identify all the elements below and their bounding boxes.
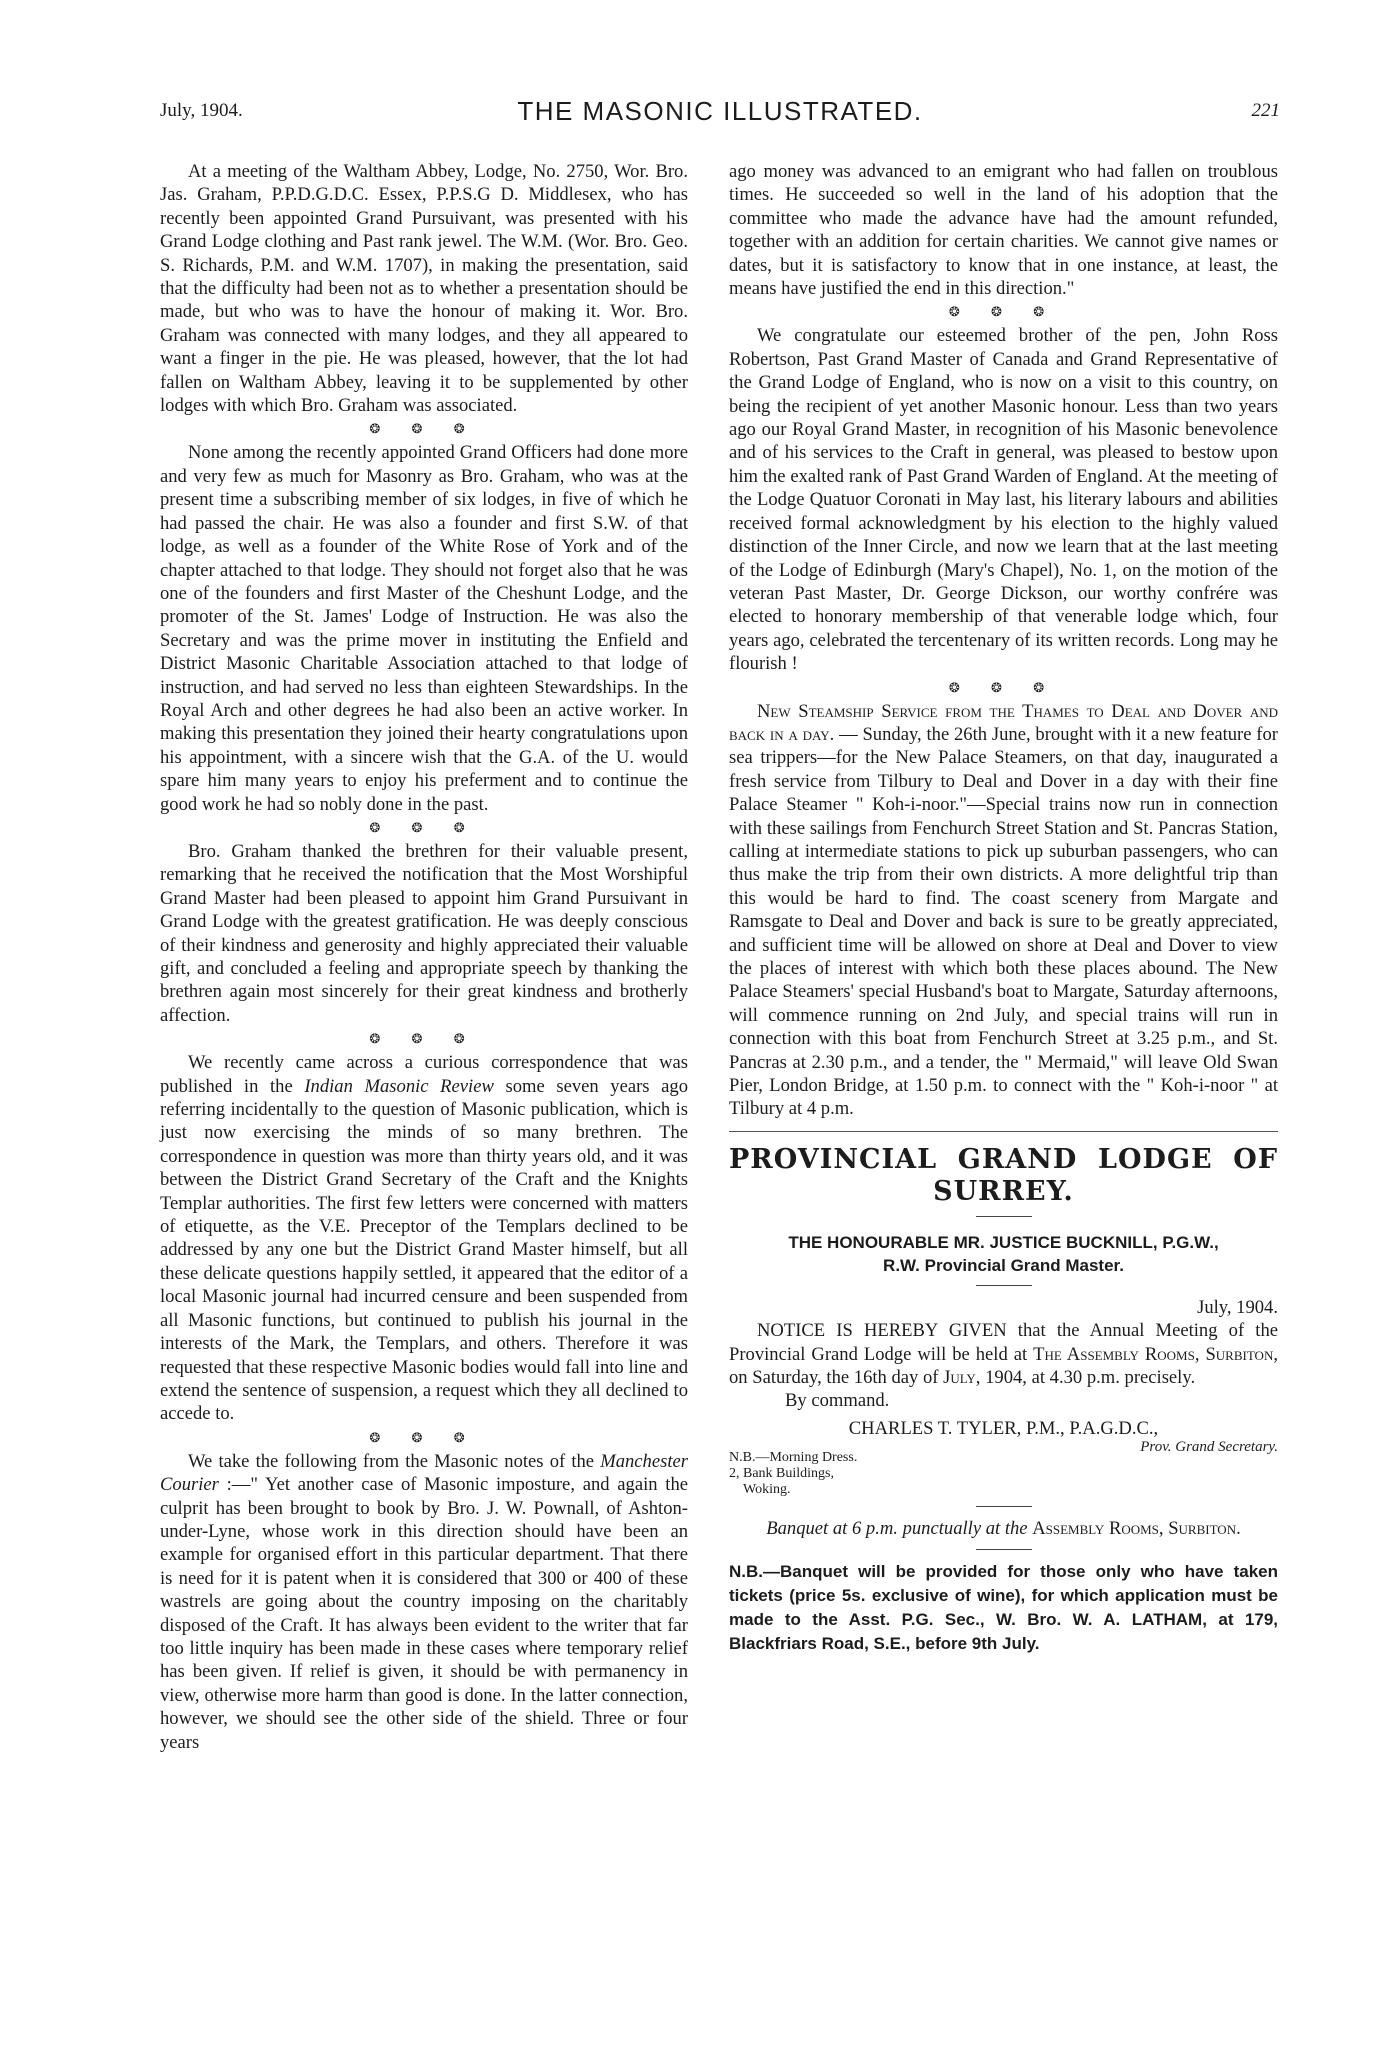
section-rule	[729, 1131, 1278, 1132]
publication-name: Manchester Courier	[160, 1450, 688, 1496]
right-column	[729, 160, 1278, 1656]
by-command: By command.	[785, 1390, 890, 1412]
text-run: :—" Yet another case of Masonic imposture, and again the culprit has been brought to book by Bro. J. W. Pownall, of Ashton-under-Lyne, whose work in this direction should have been an example for organised effort in this particular department. That there is need for it is patent when it is considered that 300 or 400 of these wastrels are going about the country imposing on the charitably disposed of the Craft. It has always been evident to the writer that far too little inquiry has been made in these cases where temporary relief has been given. If relief is given, it should be with permanency in view, otherwise more harm than good is done. In the latter connection, however, we should see the other side of the shield. Three or four years	[160, 1474, 688, 1753]
text-run: , 1904, at 4.30 p.m. precisely.	[975, 1367, 1196, 1389]
ornament-divider: ❂ ❂ ❂	[369, 1429, 479, 1445]
grand-master-title: R.W. Provincial Grand Master.	[883, 1255, 1124, 1275]
signatory-role: Prov. Grand Secretary.	[1140, 1439, 1278, 1456]
banquet-time: Banquet at 6 p.m. punctually at the	[766, 1518, 1033, 1540]
left-column	[160, 160, 688, 1754]
text-run: some seven years ago referring incidentally to the question of Masonic publication, which is just now exercising the minds of so many brethren. The correspondence in question was more than thirty years old, and it was between the District Grand Secretary of the Craft and the Knights Templar authorities. The first few letters were concerned with matters of etiquette, as the V.E. Preceptor of the Templars declined to be addressed by any one but the District Grand Master himself, but all these delicate questions happily settled, it appeared that the editor of a local Masonic journal had incurred censure and been suspended from all Masonic functions, but continued to publish his journal in the interests of the Mark, the Templars, and others. Therefore it was requested that these respective Masonic bodies would fall into line and extend the sentence of suspension, a request which they all declined to accede to.	[160, 1075, 688, 1425]
text-run: We take the following from the Masonic notes of the	[188, 1450, 601, 1472]
text-run: We recently came across a curious correspondence that was published in the	[160, 1052, 688, 1097]
issue-date: July, 1904.	[160, 100, 243, 121]
short-rule	[976, 1549, 1032, 1550]
text-run: — Sunday, the 26th June, brought with it a new feature for sea trippers—for the New Palace Steamers, on that day, inaugurated a fresh service from Tilbury to Deal and Dover in a day with their fine Palace Steamer " Koh-i-noor."—Special trains now run in connection with these sailings from Fenchurch Street Station and St. Pancras Station, calling at intermediate stations to pick up suburban passengers, who can thus make the trip from their own districts. A more delightful trip than this would be hard to find. The coast scenery from Margate and Ramsgate to Deal and Dover and back is sure to be greatly appreciated, and sufficient time will be allowed on shore at Deal and Dover to view the places of interest with which both these places abound. The New Palace Steamers' special Husband's boat to Margate, Saturday afternoons, will commence running on 2nd July, and special trains will run in connection with this boat from Fenchurch Street at 3.25 p.m., and St. Pancras at 2.30 p.m., and a tender, the " Mermaid," will leave Old Swan Pier, London Bridge, at 1.50 p.m. to connect with the " Koh-i-noor " at Tilbury at 4 p.m.	[729, 723, 1278, 1120]
venue: The Assembly Rooms, Surbiton	[1033, 1343, 1274, 1365]
page-number: 221	[1251, 100, 1280, 121]
pgl-subheading	[729, 1231, 1278, 1277]
paragraph-grand-officers: None among the recently appointed Grand Officers had done more and very few as much for Masonry as Bro. Graham, who was at the present time a subscribing member of six lodges, in five of which he had passed the chair. He was also a founder and first S.W. of that lodge, as well as a founder of the White Rose of York and of the chapter attached to that lodge. They should not forget also that he was one of the founders and first Master of the Cheshunt Lodge, and the promoter of the St. James' Lodge of Instruction. He was also the Secretary and was the prime mover in instituting the Enfield and District Masonic Charitable Association attached to that lodge of instruction, and had served no less than eighteen Stewardships. In the Royal Arch and other degrees he had also been an active worker. In making this presentation they joined their hearty congratulations upon his appointment, with a sincere wish that the G.A. of the U. would spare him many years to enjoy his preferment and to continue the good work he had so nobly done in the past.	[160, 442, 688, 815]
page-header	[160, 96, 1280, 136]
short-rule	[976, 1506, 1032, 1507]
address-line: Woking.	[743, 1482, 791, 1498]
grand-master-name: THE HONOURABLE MR. JUSTICE BUCKNILL, P.G.W.,	[788, 1232, 1219, 1252]
ornament-divider: ❂ ❂ ❂	[948, 679, 1059, 695]
text-run: , on Saturday, the 16th day of	[729, 1343, 1278, 1389]
paragraph-robertson: We congratulate our esteemed brother of the pen, John Ross Robertson, Past Grand Master of Canada and Grand Representative of the Grand Lodge of England, who is now on a visit to this country, on being the recipient of yet another Masonic honour. Less than two years ago our Royal Grand Master, in recognition of his Masonic benevolence and of his services to the Craft in general, was pleased to bestow upon him the exalted rank of Past Grand Warden of England. At the meeting of the Lodge Quatuor Coronati in May last, his literary labours and abilities received formal acknowledgment by his election to the highly valued distinction of the Inner Circle, and now we learn that at the last meeting of the Lodge of Edinburgh (Mary's Chapel), No. 1, on the motion of the veteran Past Master, Dr. George Dickson, our worthy confrére was elected to honorary membership of that venerable lodge which, four years ago, celebrated the tercentenary of its written records. Long may he flourish !	[729, 325, 1278, 675]
short-rule	[976, 1216, 1032, 1217]
publication-name: Indian Masonic Review	[304, 1075, 494, 1097]
ornament-divider: ❂ ❂ ❂	[948, 304, 1059, 320]
ornament-divider: ❂ ❂ ❂	[369, 421, 479, 437]
banquet-tickets-note: N.B.—Banquet will be provided for those only who have taken tickets (price 5s. exclusive of wine), for which application must be made to the Asst. P.G. Sec., W. Bro. W. A. LATHAM, at 179, Blackfriars Road, S.E., before 9th July.	[729, 1561, 1278, 1653]
paragraph-graham-thanks: Bro. Graham thanked the brethren for their valuable present, remarking that he received the notification that the Most Worshipful Grand Master had been pleased to appoint him Grand Pursuivant in Grand Lodge with the greatest gratification. He was deeply conscious of their kindness and generosity and highly appreciated their valuable gift, and concluded a feeling and appropriate speech by thanking the brethren again most sincerely for their great kindness and brotherly affection.	[160, 840, 688, 1026]
ornament-divider: ❂ ❂ ❂	[369, 1031, 479, 1047]
banquet-note	[729, 1517, 1278, 1540]
dress-note: N.B.—Morning Dress.	[729, 1450, 858, 1466]
paragraph-continued: ago money was advanced to an emigrant who had fallen on troublous times. He succeeded so well in the land of his adoption that the committee who made the advance have had the amount refunded, together with an addition for certain charities. We cannot give names or dates, but it is satisfactory to know that in one instance, at least, the means have justified the end in this direction."	[729, 161, 1278, 300]
address-line: 2, Bank Buildings,	[729, 1466, 835, 1482]
paragraph-steamship	[729, 700, 1278, 1121]
notice-date: July, 1904.	[1197, 1296, 1278, 1318]
month: July	[943, 1367, 976, 1389]
banquet-venue: Assembly Rooms, Surbiton.	[1032, 1518, 1241, 1540]
pgl-heading: PROVINCIAL GRAND LODGE OF SURREY.	[729, 1143, 1278, 1207]
steamship-heading: New Steamship Service from the Thames to Deal and Dover and back in a day.	[729, 700, 1278, 745]
text-run: NOTICE IS HEREBY GIVEN that the Annual Meeting of the Provincial Grand Lodge will be held at	[729, 1320, 1278, 1365]
journal-title: THE MASONIC ILLUSTRATED.	[517, 96, 923, 126]
short-rule	[976, 1285, 1032, 1286]
notice-paragraph	[729, 1319, 1278, 1389]
paragraph-waltham-abbey: At a meeting of the Waltham Abbey, Lodge, No. 2750, Wor. Bro. Jas. Graham, P.P.D.G.D.C. Essex, P.P.S.G D. Middlesex, who has recently been appointed Grand Pursuivant, was presented with his Grand Lodge clothing and Past rank jewel. The W.M. (Wor. Bro. Geo. S. Richards, P.M. and W.M. 1707), in making the presentation, said that the difficulty had been not as to whether a presentation should be made, but who was to have the honour of making it. Wor. Bro. Graham was connected with many lodges, and they all appeared to want a finger in the pie. He was pleased, however, that the lot had fallen on Waltham Abbey, leaving it to be supplemented by other lodges with which Bro. Graham was associated.	[160, 161, 688, 417]
paragraph-manchester-courier	[160, 1450, 688, 1754]
signatory: CHARLES T. TYLER, P.M., P.A.G.D.C.,	[848, 1417, 1159, 1439]
address-block	[729, 1450, 1278, 1498]
ornament-divider: ❂ ❂ ❂	[369, 819, 479, 835]
paragraph-correspondence	[160, 1051, 688, 1426]
